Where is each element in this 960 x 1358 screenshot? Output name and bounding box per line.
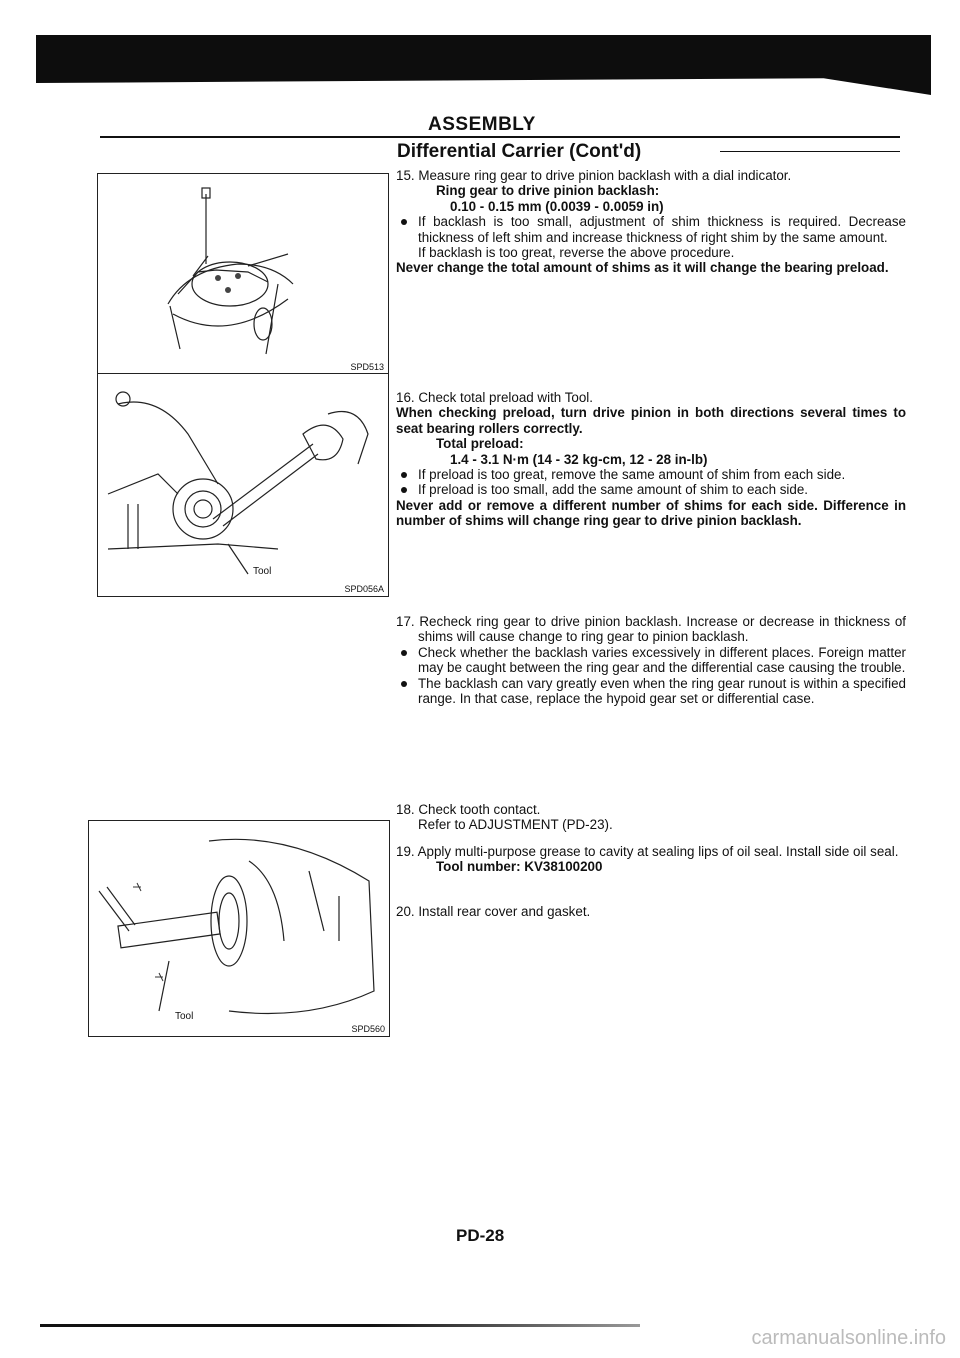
step-text: 17. Recheck ring gear to drive pinion backlash. Increase or decrease in thickness of shims will cause change to ring gear to pinion backlash.	[396, 614, 906, 645]
oil-seal-install-illustration	[89, 821, 389, 1036]
spec-value: 1.4 - 3.1 N·m (14 - 32 kg-cm, 12 - 28 in-lb)	[450, 451, 708, 467]
spec-value: 0.10 - 0.15 mm (0.0039 - 0.0059 in)	[450, 198, 664, 214]
warning-text: Never change the total amount of shims as it will change the bearing preload.	[396, 260, 889, 276]
header-rule	[100, 136, 900, 138]
header-black-bar	[36, 35, 931, 95]
figure-code: SPD560	[351, 1024, 385, 1034]
figure-code: SPD056A	[344, 584, 384, 594]
bullet-text: If preload is too great, remove the same amount of shim from each side.	[396, 467, 906, 482]
section-title: ASSEMBLY	[428, 114, 536, 135]
step-text: 18. Check tooth contact.	[396, 802, 541, 817]
subsection-title: Differential Carrier (Cont'd)	[397, 141, 642, 162]
bullet-text: If backlash is too small, adjustment of shim thickness is required. Decrease thickness of left shim and increase thickness of right shim by the same amount.	[396, 214, 906, 245]
warning-text: Never add or remove a different number of shims for each side. Difference in number of shims will change ring gear to drive pinion backlash.	[396, 497, 906, 529]
step-20	[396, 904, 906, 919]
step-text: 15. Measure ring gear to drive pinion backlash with a dial indicator.	[396, 168, 792, 183]
preload-torque-wrench-illustration	[98, 374, 388, 596]
bullet-text: The backlash can vary greatly even when the ring gear runout is within a specified range. In that case, replace the hypoid gear set or differential case.	[396, 676, 906, 707]
note-text: Refer to ADJUSTMENT (PD-23).	[418, 817, 613, 833]
step-text: 20. Install rear cover and gasket.	[396, 904, 591, 919]
figure-spd056a	[97, 373, 389, 597]
footer-rule	[40, 1324, 640, 1327]
bullet-text: Check whether the backlash varies excessively in different places. Foreign matter may be caught between the ring gear and the differential case causing the trouble.	[396, 645, 906, 676]
spec-value: Tool number: KV38100200	[436, 859, 603, 875]
step-17	[396, 614, 906, 706]
step-19	[396, 844, 906, 875]
step-text: 16. Check total preload with Tool.	[396, 390, 594, 405]
dial-indicator-illustration	[98, 174, 388, 374]
step-16	[396, 390, 906, 529]
figure-code: SPD513	[350, 362, 384, 372]
spec-label: Total preload:	[436, 436, 524, 452]
step-text: 19. Apply multi-purpose grease to cavity at sealing lips of oil seal. Install side oil seal.	[396, 844, 899, 859]
page-number: PD-28	[456, 1226, 505, 1245]
step-18	[396, 802, 906, 833]
spec-label: Ring gear to drive pinion backlash:	[436, 183, 660, 199]
footer-watermark: carmanualsonline.info	[751, 1327, 946, 1349]
bullet-text: If preload is too small, add the same amount of shim to each side.	[396, 482, 906, 497]
warning-text: When checking preload, turn drive pinion in both directions several times to seat bearing rollers correctly.	[396, 405, 906, 436]
step-15	[396, 168, 906, 276]
figure-spd513	[97, 173, 389, 375]
tool-label: Tool	[175, 1011, 194, 1022]
note-text: If backlash is too great, reverse the above procedure.	[418, 245, 735, 261]
subsection-rule	[720, 151, 900, 152]
figure-spd560	[88, 820, 390, 1037]
tool-label: Tool	[253, 566, 272, 577]
